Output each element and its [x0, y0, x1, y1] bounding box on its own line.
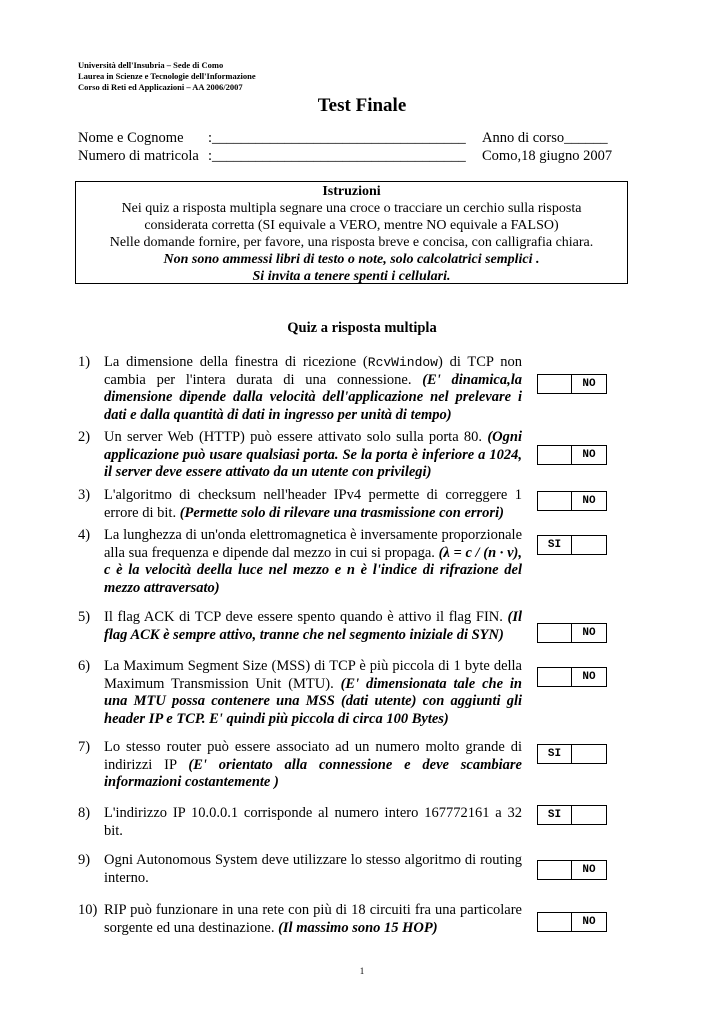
question-answer: (E' dinamica,la dimensione dipende dalla velocità dell'applicazione nel prelevare i dati e dalla quantità di dati in ingresso per unità di tempo)	[104, 371, 522, 423]
course-name: Corso di Reti ed Applicazioni – AA 2006/2007	[78, 82, 243, 92]
question-text: La dimensione della finestra di ricezione (	[104, 354, 368, 370]
matricola-row	[78, 148, 613, 165]
question-2	[78, 429, 522, 482]
question-text: Un server Web (HTTP) può essere attivato solo sulla porta 80.	[104, 429, 488, 445]
question-6	[78, 658, 522, 728]
option-no[interactable]: NO	[582, 864, 596, 876]
name-row	[78, 130, 608, 147]
question-answer: (Ogni applicazione può usare qualsiasi porta. Se la porta è inferiore a 1024, il server deve essere attivato da un utente con privilegi)	[104, 429, 522, 480]
question-text: RIP può funzionare in una rete con più di 18 circuiti fra una particolare sorgente ed una destinazione.	[104, 902, 522, 936]
option-no[interactable]	[572, 806, 606, 824]
answer-box-8[interactable]	[537, 805, 607, 825]
answer-box-6[interactable]	[537, 667, 607, 687]
question-number: 7)	[78, 739, 91, 755]
page-number: 1	[359, 966, 365, 976]
option-si[interactable]	[538, 861, 572, 879]
question-number: 8)	[78, 805, 91, 821]
code-term: RcvWindow	[367, 355, 438, 370]
question-number: 10)	[78, 902, 98, 918]
question-8	[78, 805, 522, 840]
year-field: Anno di corso______	[482, 130, 608, 146]
question-1	[78, 354, 522, 424]
answer-box-4[interactable]	[537, 535, 607, 555]
option-si[interactable]	[538, 913, 572, 931]
option-si[interactable]: SI	[538, 745, 572, 763]
instructions-line: Nei quiz a risposta multipla segnare una croce o tracciare un cerchio sulla risposta	[121, 201, 582, 216]
question-3	[78, 487, 522, 522]
question-text: Lo stesso router può essere associato ad un numero molto grande di indirizzi IP	[104, 739, 522, 773]
question-number: 4)	[78, 527, 91, 543]
option-no[interactable]: NO	[582, 916, 596, 928]
question-number: 2)	[78, 429, 91, 445]
option-no[interactable]: NO	[582, 378, 596, 390]
option-no[interactable]	[572, 745, 606, 763]
question-answer: (Permette solo di rilevare una trasmissione con errori)	[179, 504, 504, 521]
answer-box-7[interactable]	[537, 744, 607, 764]
option-si[interactable]: SI	[538, 536, 572, 554]
option-si[interactable]: SI	[538, 806, 572, 824]
question-text: La lunghezza di un'onda elettromagnetica è inversamente proporzionale alla sua frequenza e dipende dal mezzo in cui si propaga.	[104, 527, 522, 561]
question-answer: (Il massimo sono 15 HOP)	[278, 919, 438, 936]
exam-date: Como,18 giugno 2007	[482, 148, 613, 164]
question-number: 6)	[78, 658, 91, 674]
option-si[interactable]	[538, 446, 572, 464]
section-title: Quiz a risposta multipla	[287, 320, 437, 336]
instructions-box	[75, 181, 628, 284]
option-si[interactable]	[538, 668, 572, 686]
question-text: Il flag ACK di TCP deve essere spento quando è attivo il flag FIN.	[104, 609, 508, 625]
option-si[interactable]	[538, 375, 572, 393]
instructions-line: considerata corretta (SI equivale a VERO, mentre NO equivale a FALSO)	[144, 218, 559, 233]
question-number: 3)	[78, 487, 91, 503]
question-text: L'algoritmo di checksum nell'header IPv4 permette di correggere 1 errore di bit.	[104, 487, 522, 521]
question-text: La Maximum Segment Size (MSS) di TCP è più piccola di 1 byte della Maximum Transmission Unit (MTU).	[104, 658, 522, 692]
question-number: 1)	[78, 354, 91, 370]
instructions-line: Nelle domande fornire, per favore, una risposta breve e concisa, con calligrafia chiara.	[109, 235, 594, 250]
question-4	[78, 527, 522, 597]
answer-box-2[interactable]	[537, 445, 607, 465]
question-9	[78, 852, 522, 887]
answer-box-5[interactable]	[537, 623, 607, 643]
option-no[interactable]	[572, 536, 606, 554]
question-number: 9)	[78, 852, 91, 868]
page-title: Test Finale	[317, 95, 407, 116]
instructions-heading: Istruzioni	[322, 184, 381, 199]
question-answer: (E' orientato alla connessione e deve scambiare informazioni costantemente )	[104, 756, 522, 790]
question-text: ) di TCP non cambia per l'intera durata di una connessione.	[104, 354, 522, 388]
option-no[interactable]: NO	[582, 627, 596, 639]
question-10	[78, 902, 522, 937]
question-text: Ogni Autonomous System deve utilizzare lo stesso algoritmo di routing interno.	[104, 852, 522, 886]
degree-name: Laurea in Scienze e Tecnologie dell'Informazione	[78, 71, 256, 81]
option-si[interactable]	[538, 492, 572, 510]
option-no[interactable]: NO	[582, 671, 596, 683]
question-answer: (λ = c / (n · ν), c è la velocità deella luce nel mezzo e n è l'indice di rifrazione del mezzo attraversato)	[104, 544, 522, 596]
name-field: :___________________________________	[208, 130, 466, 146]
question-7	[78, 739, 522, 792]
question-number: 5)	[78, 609, 91, 625]
name-label: Nome e Cognome	[78, 130, 184, 146]
option-no[interactable]: NO	[582, 495, 596, 507]
option-no[interactable]: NO	[582, 449, 596, 461]
instructions-line: Non sono ammessi libri di testo o note, solo calcolatrici semplici .	[163, 252, 540, 267]
question-text: L'indirizzo IP 10.0.0.1 corrisponde al numero intero 167772161 a 32 bit.	[104, 805, 522, 839]
matricola-label: Numero di matricola	[78, 148, 199, 164]
answer-box-1[interactable]	[537, 374, 607, 394]
answer-box-9[interactable]	[537, 860, 607, 880]
option-si[interactable]	[538, 624, 572, 642]
question-5	[78, 609, 522, 644]
matricola-field: :___________________________________	[208, 148, 466, 164]
question-answer: (Il flag ACK è sempre attivo, tranne che nel segmento iniziale di SYN)	[104, 609, 522, 643]
university-name: Università dell'Insubria – Sede di Como	[78, 60, 224, 70]
answer-box-3[interactable]	[537, 491, 607, 511]
instructions-line: Si invita a tenere spenti i cellulari.	[252, 269, 451, 284]
answer-box-10[interactable]	[537, 912, 607, 932]
question-answer: (E' dimensionata tale che in una MTU possa contenere una MSS (dati utente) con aggiunti gli header IP e TCP. E' quindi più piccola di circa 100 Bytes)	[104, 675, 522, 727]
